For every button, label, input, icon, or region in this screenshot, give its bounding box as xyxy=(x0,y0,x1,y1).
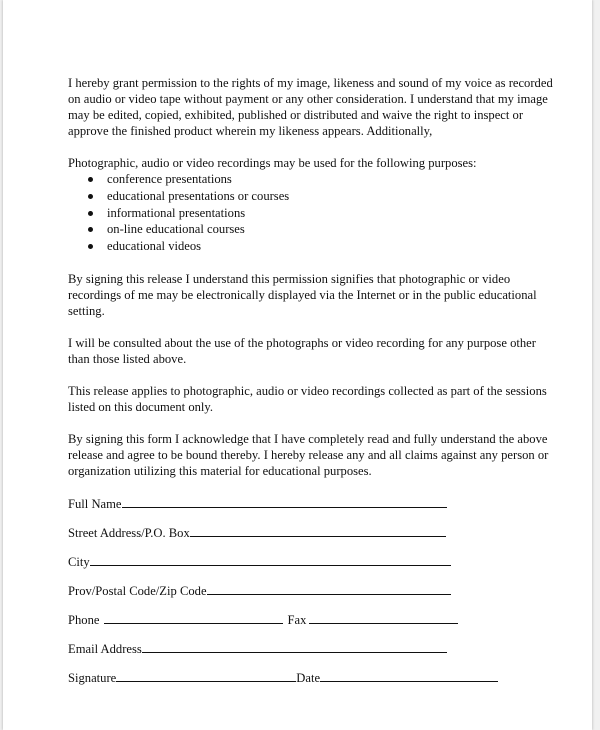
signature-date-row xyxy=(68,669,558,698)
postal-code-label: Prov/Postal Code/Zip Code xyxy=(68,583,207,598)
email-label: Email Address xyxy=(68,641,142,656)
consultation-paragraph: I will be consulted about the use of the photographs or video recording for any purpose other than those listed above. xyxy=(68,335,536,366)
purpose-item: informational presentations xyxy=(68,205,558,222)
purposes-intro: Photographic, audio or video recordings may be used for the following purposes: xyxy=(68,156,477,170)
full-name-field[interactable] xyxy=(122,495,447,508)
fax-label: Fax xyxy=(287,612,307,627)
scope-paragraph: This release applies to photographic, audio or video recordings collected as part of the sessions listed on this document only. xyxy=(68,383,547,414)
signature-label: Signature xyxy=(68,670,117,685)
date-field[interactable] xyxy=(320,669,498,682)
acknowledgement-paragraph: By signing this form I acknowledge that I have completely read and fully understand the above release and agree to be bound thereby. I hereby release any and all claims against any person or organization utilizing this material for educational purposes. xyxy=(68,431,549,478)
signature-fields xyxy=(68,495,558,698)
city-field[interactable] xyxy=(90,553,451,566)
city-row xyxy=(68,553,558,582)
street-address-row xyxy=(68,524,558,553)
purpose-item: conference presentations xyxy=(68,171,558,188)
phone-fax-row xyxy=(68,611,558,640)
street-address-field[interactable] xyxy=(190,524,446,537)
phone-label: Phone xyxy=(68,612,100,627)
postal-code-field[interactable] xyxy=(207,582,451,595)
purpose-item: on-line educational courses xyxy=(68,221,558,238)
postal-code-row xyxy=(68,582,558,611)
street-address-label: Street Address/P.O. Box xyxy=(68,525,190,540)
email-row xyxy=(68,640,558,669)
email-field[interactable] xyxy=(142,640,447,653)
fax-field[interactable] xyxy=(309,611,458,624)
release-form xyxy=(68,75,558,698)
purpose-item: educational videos xyxy=(68,238,558,255)
date-label: Date xyxy=(296,670,321,685)
full-name-label: Full Name xyxy=(68,496,122,511)
permission-paragraph: I hereby grant permission to the rights of my image, likeness and sound of my voice as recorded on audio or video tape without payment or any other consideration. I understand that my image may be edited, copied, exhibited, published or distributed and waive the right to inspect or approve the finished product wherein my likeness appears. Additionally, xyxy=(68,76,553,138)
city-label: City xyxy=(68,554,90,569)
document-page xyxy=(3,0,592,730)
signature-field[interactable] xyxy=(116,669,296,682)
purpose-item: educational presentations or courses xyxy=(68,188,558,205)
internet-display-paragraph: By signing this release I understand this permission signifies that photographic or video recordings of me may be electronically displayed via the Internet or in the public educational setting. xyxy=(68,271,537,318)
phone-field[interactable] xyxy=(104,611,283,624)
full-name-row xyxy=(68,495,558,524)
purposes-list xyxy=(68,171,558,255)
